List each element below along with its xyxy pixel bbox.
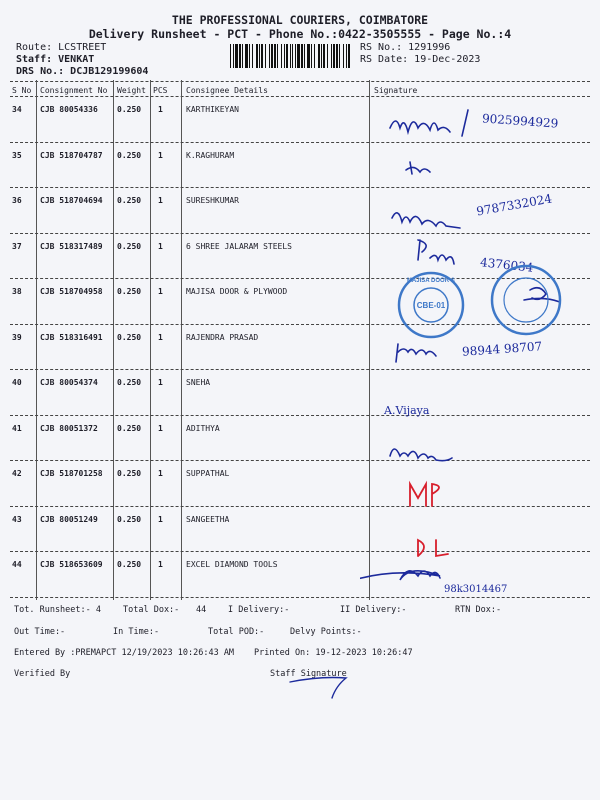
row-divider: [10, 597, 590, 598]
row-divider: [10, 187, 590, 188]
barcode-bar: [297, 44, 300, 68]
handwritten-phone: 98k3014467: [444, 584, 508, 595]
row-consignment-no: CJB 80051372: [40, 423, 98, 433]
row-divider: [10, 415, 590, 416]
barcode-bar: [301, 44, 303, 68]
barcode-bar: [281, 44, 282, 68]
row-pcs: 1: [158, 150, 163, 160]
handwritten-phone: 9787332024: [475, 191, 553, 219]
barcode-bar: [339, 44, 340, 68]
row-weight: 0.250: [117, 378, 142, 387]
col-divider: [181, 80, 182, 600]
barcode-bar: [314, 44, 315, 68]
row-pcs: 1: [158, 287, 163, 296]
row-consignment-no: CJB 518316491: [40, 332, 103, 342]
barcode-bar: [348, 44, 350, 68]
row-consignment-no: CJB 518704694: [40, 196, 103, 205]
row-consignee: K.RAGHURAM: [186, 150, 235, 160]
barcode-bar: [235, 44, 238, 68]
handwritten-phone: 98944 98707: [461, 339, 543, 359]
row-pcs: 1: [158, 423, 163, 433]
barcode-bar: [242, 44, 243, 68]
row-pcs: 1: [158, 241, 163, 251]
row-pcs: 1: [158, 469, 163, 478]
row-consignee: SURESHKUMAR: [186, 196, 239, 205]
row-sno: 41: [12, 423, 22, 433]
barcode-bar: [321, 44, 322, 68]
row-sno: 39: [12, 332, 22, 342]
handwritten-name: A.Vijaya: [384, 404, 430, 417]
row-weight: 0.250: [117, 560, 142, 569]
row-consignment-no: CJB 80054374: [40, 378, 98, 387]
row-sno: 37: [12, 241, 22, 251]
barcode-image: [230, 44, 350, 68]
stamp-top-text: MAJISA DOOR &: [406, 278, 456, 284]
barcode-bar: [286, 44, 288, 68]
ii-delivery: II Delivery:-: [340, 605, 407, 615]
runsheet-subtitle: Delivery Runsheet - PCT - Phone No.:0422-3505555 - Page No.:4: [88, 27, 512, 41]
row-sno: 38: [12, 287, 22, 296]
row-consignment-no: CJB 518317489: [40, 241, 103, 251]
row-consignment-no: CJB 518701258: [40, 469, 103, 478]
row-pcs: 1: [158, 332, 163, 342]
row-weight: 0.250: [117, 287, 142, 296]
col-header-consignee: Consignee Details: [186, 86, 268, 95]
barcode-bar: [295, 44, 296, 68]
entered-by: Entered By :PREMAPCT 12/19/2023 10:26:43 AM: [14, 648, 235, 658]
barcode-bar: [271, 44, 273, 68]
row-sno: 44: [12, 560, 22, 569]
row-consignment-no: CJB 80054336: [40, 105, 98, 114]
barcode-bar: [336, 44, 338, 68]
in-time: In Time:-: [113, 627, 160, 637]
row-divider: [10, 142, 590, 143]
rs-date: RS Date: 19-Dec-2023: [360, 54, 481, 65]
i-delivery: I Delivery:-: [228, 605, 290, 615]
barcode-bar: [249, 44, 250, 68]
row-pcs: 1: [158, 514, 163, 524]
row-weight: 0.250: [117, 150, 142, 160]
row-sno: 36: [12, 196, 22, 205]
barcode-bar: [230, 44, 231, 68]
rs-number: RS No.: 1291996: [360, 42, 451, 53]
barcode-bar: [307, 44, 310, 68]
col-divider: [369, 80, 370, 600]
row-sno: 42: [12, 469, 22, 478]
barcode-bar: [265, 44, 266, 68]
row-weight: 0.250: [117, 196, 142, 205]
barcode-bar: [323, 44, 325, 68]
row-sno: 40: [12, 378, 22, 387]
barcode-bar: [292, 44, 293, 68]
table-header-rule: [10, 96, 590, 97]
barcode-bar: [252, 44, 253, 68]
col-header-sno: S No: [12, 86, 32, 95]
barcode-bar: [318, 44, 320, 68]
row-consignment-no: CJB 80051249: [40, 514, 98, 524]
verified-by: Verified By: [14, 669, 71, 679]
barcode-bar: [331, 44, 332, 68]
staff-signature: Staff Signature: [270, 669, 347, 679]
total-dox-label: Total Dox:-: [123, 605, 180, 615]
row-weight: 0.250: [117, 514, 142, 524]
row-consignment-no: CJB 518653609: [40, 560, 103, 569]
barcode-bar: [346, 44, 347, 68]
row-divider: [10, 551, 590, 552]
row-divider: [10, 233, 590, 234]
row-consignee: RAJENDRA PRASAD: [186, 332, 259, 342]
printed-on: Printed On: 19-12-2023 10:26:47: [254, 648, 413, 658]
row-consignee: EXCEL DIAMOND TOOLS: [186, 560, 278, 569]
row-sno: 35: [12, 150, 22, 160]
row-consignment-no: CJB 518704787: [40, 150, 103, 160]
row-sno: 43: [12, 514, 22, 524]
staff-label: Staff: VENKAT: [16, 54, 95, 65]
barcode-bar: [274, 44, 276, 68]
drs-number: DRS No.: DCJB129199604: [16, 66, 149, 77]
total-pod: Total POD:-: [208, 627, 265, 637]
row-divider: [10, 506, 590, 507]
stamp-center-text: CBE-01: [416, 301, 446, 310]
barcode-bar: [261, 44, 263, 68]
row-pcs: 1: [158, 105, 163, 114]
barcode-bar: [269, 44, 270, 68]
col-divider: [150, 80, 151, 600]
route-label: Route: LCSTREET: [16, 42, 107, 53]
delvy-points: Delvy Points:-: [290, 627, 362, 637]
rtn-dox: RTN Dox:-: [455, 605, 502, 615]
barcode-bar: [233, 44, 234, 68]
col-header-consignment: Consignment No: [40, 86, 108, 95]
row-divider: [10, 369, 590, 370]
row-pcs: 1: [158, 196, 163, 205]
row-weight: 0.250: [117, 469, 142, 478]
handwritten-phone: 4376034: [479, 255, 535, 275]
col-header-signature: Signature: [374, 86, 418, 95]
row-consignment-no: CJB 518704958: [40, 287, 103, 296]
row-weight: 0.250: [117, 332, 142, 342]
row-weight: 0.250: [117, 423, 142, 433]
row-divider: [10, 460, 590, 461]
row-consignee: ADITHYA: [186, 423, 220, 433]
barcode-bar: [290, 44, 291, 68]
row-pcs: 1: [158, 378, 163, 387]
barcode-bar: [327, 44, 328, 68]
row-consignee: 6 SHREE JALARAM STEELS: [186, 241, 292, 251]
barcode-bar: [259, 44, 260, 68]
barcode-bar: [239, 44, 241, 68]
row-consignee: SANGEETHA: [186, 514, 230, 524]
col-divider: [113, 80, 114, 600]
col-header-weight: Weight: [117, 86, 146, 95]
company-stamp-secondary: [488, 262, 564, 338]
row-weight: 0.250: [117, 105, 142, 114]
barcode-bar: [256, 44, 258, 68]
barcode-bar: [343, 44, 344, 68]
row-consignee: SUPPATHAL: [186, 469, 230, 478]
barcode-bar: [245, 44, 248, 68]
row-sno: 34: [12, 105, 22, 114]
barcode-bar: [333, 44, 335, 68]
barcode-bar: [284, 44, 285, 68]
barcode-bar: [304, 44, 305, 68]
row-consignee: SNEHA: [186, 378, 211, 387]
row-consignee: MAJISA DOOR & PLYWOOD: [186, 287, 288, 296]
barcode-bar: [311, 44, 312, 68]
row-weight: 0.250: [117, 241, 142, 251]
col-header-pcs: PCS: [153, 86, 168, 95]
barcode-bar: [277, 44, 278, 68]
row-consignee: KARTHIKEYAN: [186, 105, 239, 114]
tot-runsheet: Tot. Runsheet:- 4: [14, 605, 101, 615]
company-stamp: [396, 270, 466, 340]
row-pcs: 1: [158, 560, 163, 569]
out-time: Out Time:-: [14, 627, 66, 637]
col-divider: [36, 80, 37, 600]
handwritten-phone: 9025994929: [481, 111, 559, 131]
company-title: THE PROFESSIONAL COURIERS, COIMBATORE: [171, 13, 429, 27]
total-dox-value: 44: [196, 605, 207, 615]
table-top-rule: [10, 81, 590, 82]
